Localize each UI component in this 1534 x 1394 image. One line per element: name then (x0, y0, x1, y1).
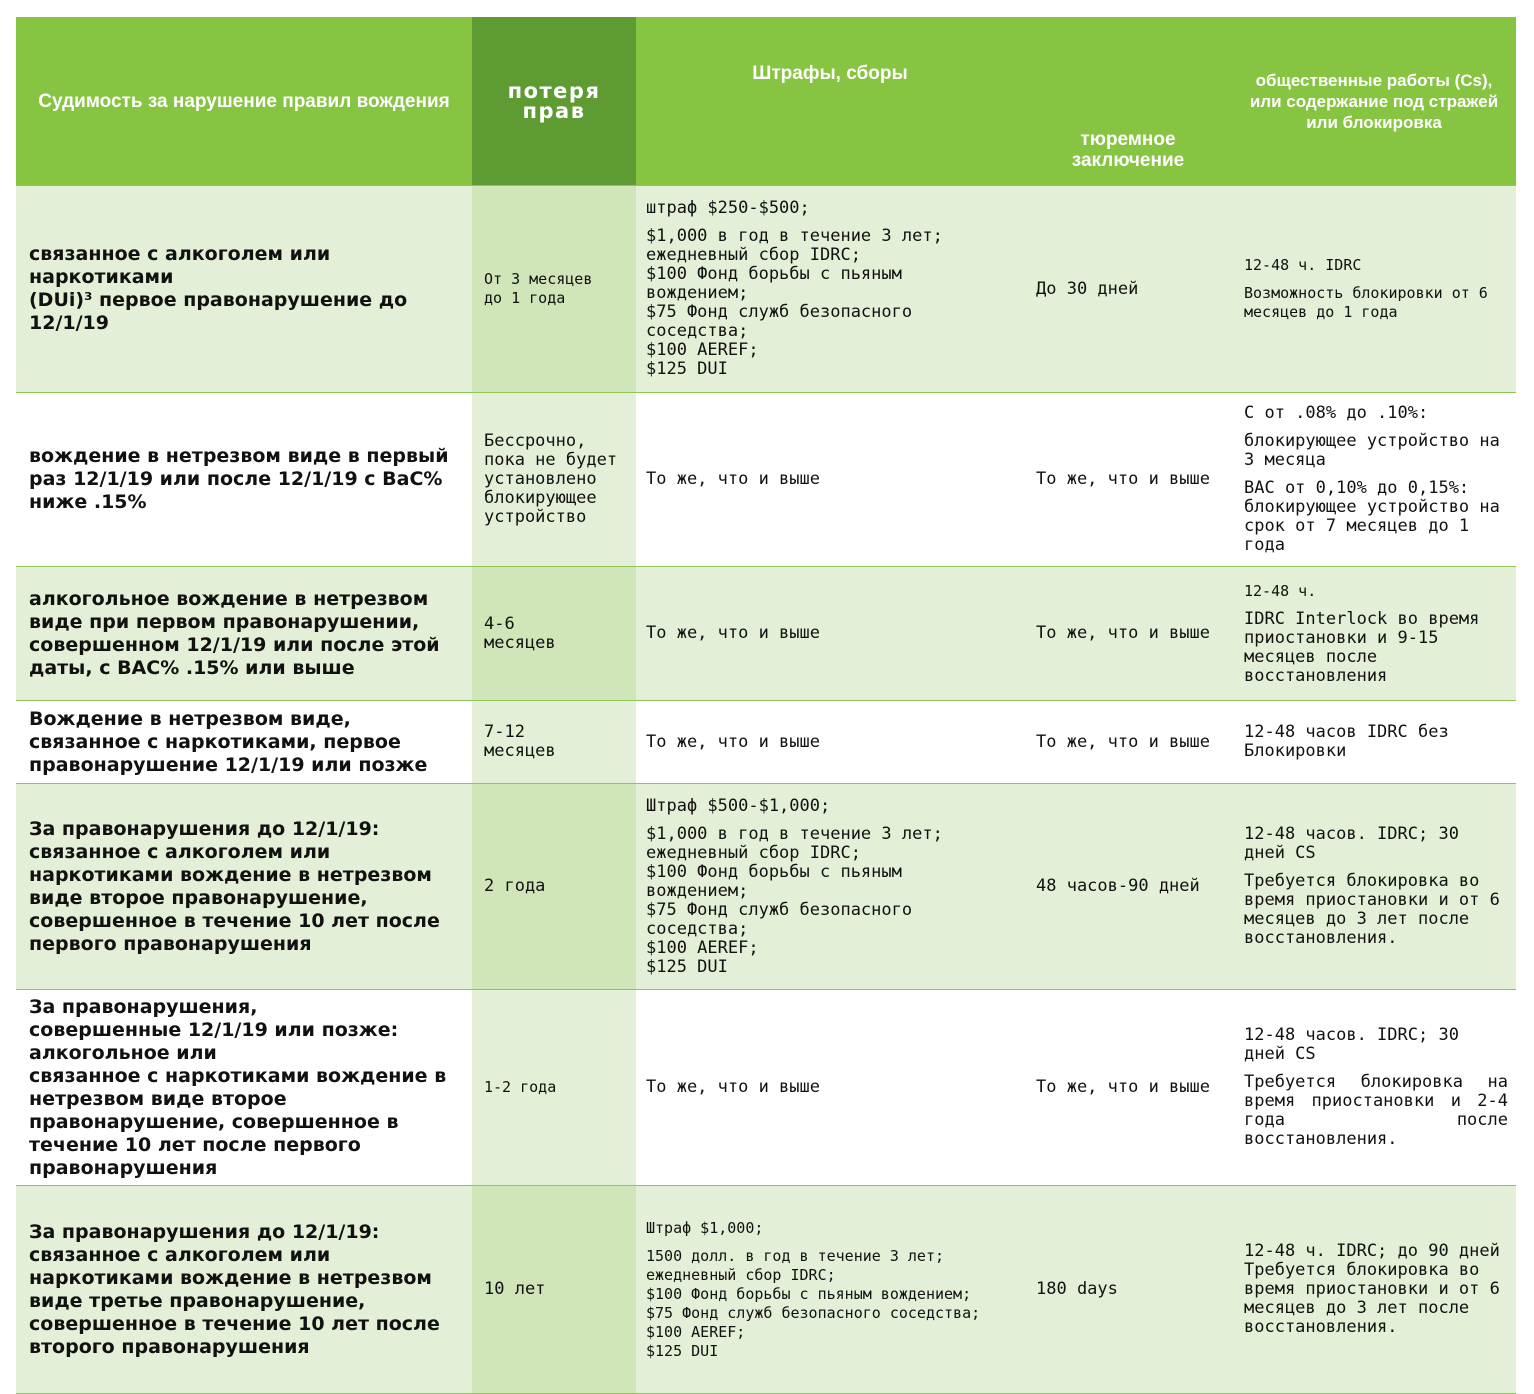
community-cell (1232, 393, 1516, 567)
fines-line: То же, что и выше (646, 623, 820, 643)
community-cell (1232, 990, 1516, 1186)
jail-cell: То же, что и выше (1024, 393, 1232, 567)
table-row (16, 990, 1516, 1186)
community-line: Возможность блокировки от 6 месяцев до 1 года (1244, 284, 1488, 321)
table-row (16, 186, 1516, 393)
license-loss-cell: 1-2 года (472, 990, 636, 1186)
license-loss-cell: 2 года (472, 784, 636, 990)
fines-line: штраф $250-$500; (646, 198, 810, 218)
header-conviction: Судимость за нарушение правил вождения (16, 17, 472, 186)
community-line: IDRC Interlock во время приостановки и 9-15 месяцев после восстановления (1244, 608, 1480, 686)
header-license-loss: потеря прав (472, 17, 636, 186)
jail-cell: То же, что и выше (1024, 567, 1232, 701)
penalties-table-container (16, 17, 1516, 1394)
license-loss-cell: 7-12 месяцев (472, 701, 636, 784)
jail-cell: До 30 дней (1024, 186, 1232, 393)
fines-line: Штраф $500-$1,000; (646, 795, 831, 816)
community-cell (1232, 186, 1516, 393)
table-row (16, 784, 1516, 990)
community-line: блокирующее устройство на 3 месяца (1244, 431, 1500, 470)
header-fines: Штрафы, сборы (636, 17, 1024, 186)
table-row (16, 393, 1516, 567)
community-line: BAC от 0,10% до 0,15%: блокирующее устройство на срок от 7 месяцев до 1 года (1244, 478, 1500, 555)
fines-cell (636, 567, 1024, 701)
license-loss-cell: Бессрочно, пока не будет установлено блокирующее устройство (472, 393, 636, 567)
header-row (16, 17, 1516, 186)
fines-line: $1,000 в год в течение 3 лет; ежедневный сбор IDRC; $100 Фонд борьбы с пьяным вождением; $75 Фонд служб безопасного соседства; $100 AEREF; $125 DUI (646, 823, 943, 977)
conviction-cell: вождение в нетрезвом виде в первый раз 12/1/19 или после 12/1/19 с BaC% ниже .15% (16, 393, 472, 567)
community-cell (1232, 701, 1516, 784)
dui-penalties-table (16, 17, 1516, 1394)
jail-cell: То же, что и выше (1024, 701, 1232, 784)
community-line: Требуется блокировка на время приостановки и 2-4 года после восстановления. (1244, 1072, 1508, 1149)
jail-cell: То же, что и выше (1024, 990, 1232, 1186)
conviction-cell: За правонарушения до 12/1/19: связанное с алкоголем или наркотиками вождение в нетрезвом виде второе правонарушение, совершенное в течение 10 лет после первого правонарушения (16, 784, 472, 990)
jail-cell: 48 часов-90 дней (1024, 784, 1232, 990)
table-row (16, 701, 1516, 784)
community-line: 12-48 ч. IDRC; до 90 дней Требуется блокировка во время приостановки и от 6 месяцев до 3 лет после восстановления. (1244, 1241, 1500, 1337)
community-cell (1232, 567, 1516, 701)
conviction-cell: связанное с алкоголем или наркотиками (DUi)³ первое правонарушение до 12/1/19 (16, 186, 472, 393)
fines-line: 1500 долл. в год в течение 3 лет; ежедневный сбор IDRC; $100 Фонд борьбы с пьяным вождением; $75 Фонд служб безопасного соседства; $100 AEREF; $125 DUI (646, 1246, 981, 1360)
license-loss-cell: От 3 месяцев до 1 года (472, 186, 636, 393)
fines-line: $1,000 в год в течение 3 лет; ежедневный сбор IDRC; $100 Фонд борьбы с пьяным вождением; $75 Фонд служб безопасного соседства; $100 AEREF; $125 DUI (646, 226, 943, 379)
community-line: 12-48 ч. (1244, 581, 1317, 600)
community-line: 12-48 часов. IDRC; 30 дней CS (1244, 824, 1459, 863)
conviction-cell: алкогольное вождение в нетрезвом виде при первом правонарушении, совершенном 12/1/19 или после этой даты, с BAC% .15% или выше (16, 567, 472, 701)
license-loss-cell: 4-6 месяцев (472, 567, 636, 701)
community-line: 12-48 часов. IDRC; 30 дней CS (1244, 1025, 1459, 1064)
table-row (16, 1186, 1516, 1394)
header-community-service: общественные работы (Cs), или содержание под стражей или блокировка (1232, 17, 1516, 186)
fines-line: Штраф $1,000; (646, 1218, 764, 1237)
conviction-cell: За правонарушения до 12/1/19: связанное с алкоголем или наркотиками вождение в нетрезвом виде третье правонарушение, совершенное в течение 10 лет после второго правонарушения (16, 1186, 472, 1394)
header-jail: тюремное заключение (1024, 17, 1232, 186)
fines-cell (636, 701, 1024, 784)
fines-cell (636, 186, 1024, 393)
fines-cell (636, 393, 1024, 567)
community-line: 12-48 ч. IDRC (1244, 256, 1362, 274)
community-line: 12-48 часов IDRC без Блокировки (1244, 722, 1449, 761)
jail-cell: 180 days (1024, 1186, 1232, 1394)
community-line: С от .08% до .10%: (1244, 403, 1429, 423)
license-loss-cell: 10 лет (472, 1186, 636, 1394)
table-row (16, 567, 1516, 701)
community-cell (1232, 1186, 1516, 1394)
community-line: Требуется блокировка во время приостановки и от 6 месяцев до 3 лет после восстановления. (1244, 871, 1500, 948)
fines-line: То же, что и выше (646, 1077, 820, 1097)
fines-line: То же, что и выше (646, 731, 820, 752)
conviction-cell: Вождение в нетрезвом виде, связанное с наркотиками, первое правонарушение 12/1/19 или позже (16, 701, 472, 784)
fines-line: То же, что и выше (646, 469, 820, 489)
fines-cell (636, 1186, 1024, 1394)
fines-cell (636, 784, 1024, 990)
community-cell (1232, 784, 1516, 990)
conviction-cell: За правонарушения, совершенные 12/1/19 или позже: алкогольное или связанное с наркотиками вождение в нетрезвом виде второе правонарушение, совершенное в течение 10 лет после первого правонарушения (16, 990, 472, 1186)
fines-cell (636, 990, 1024, 1186)
